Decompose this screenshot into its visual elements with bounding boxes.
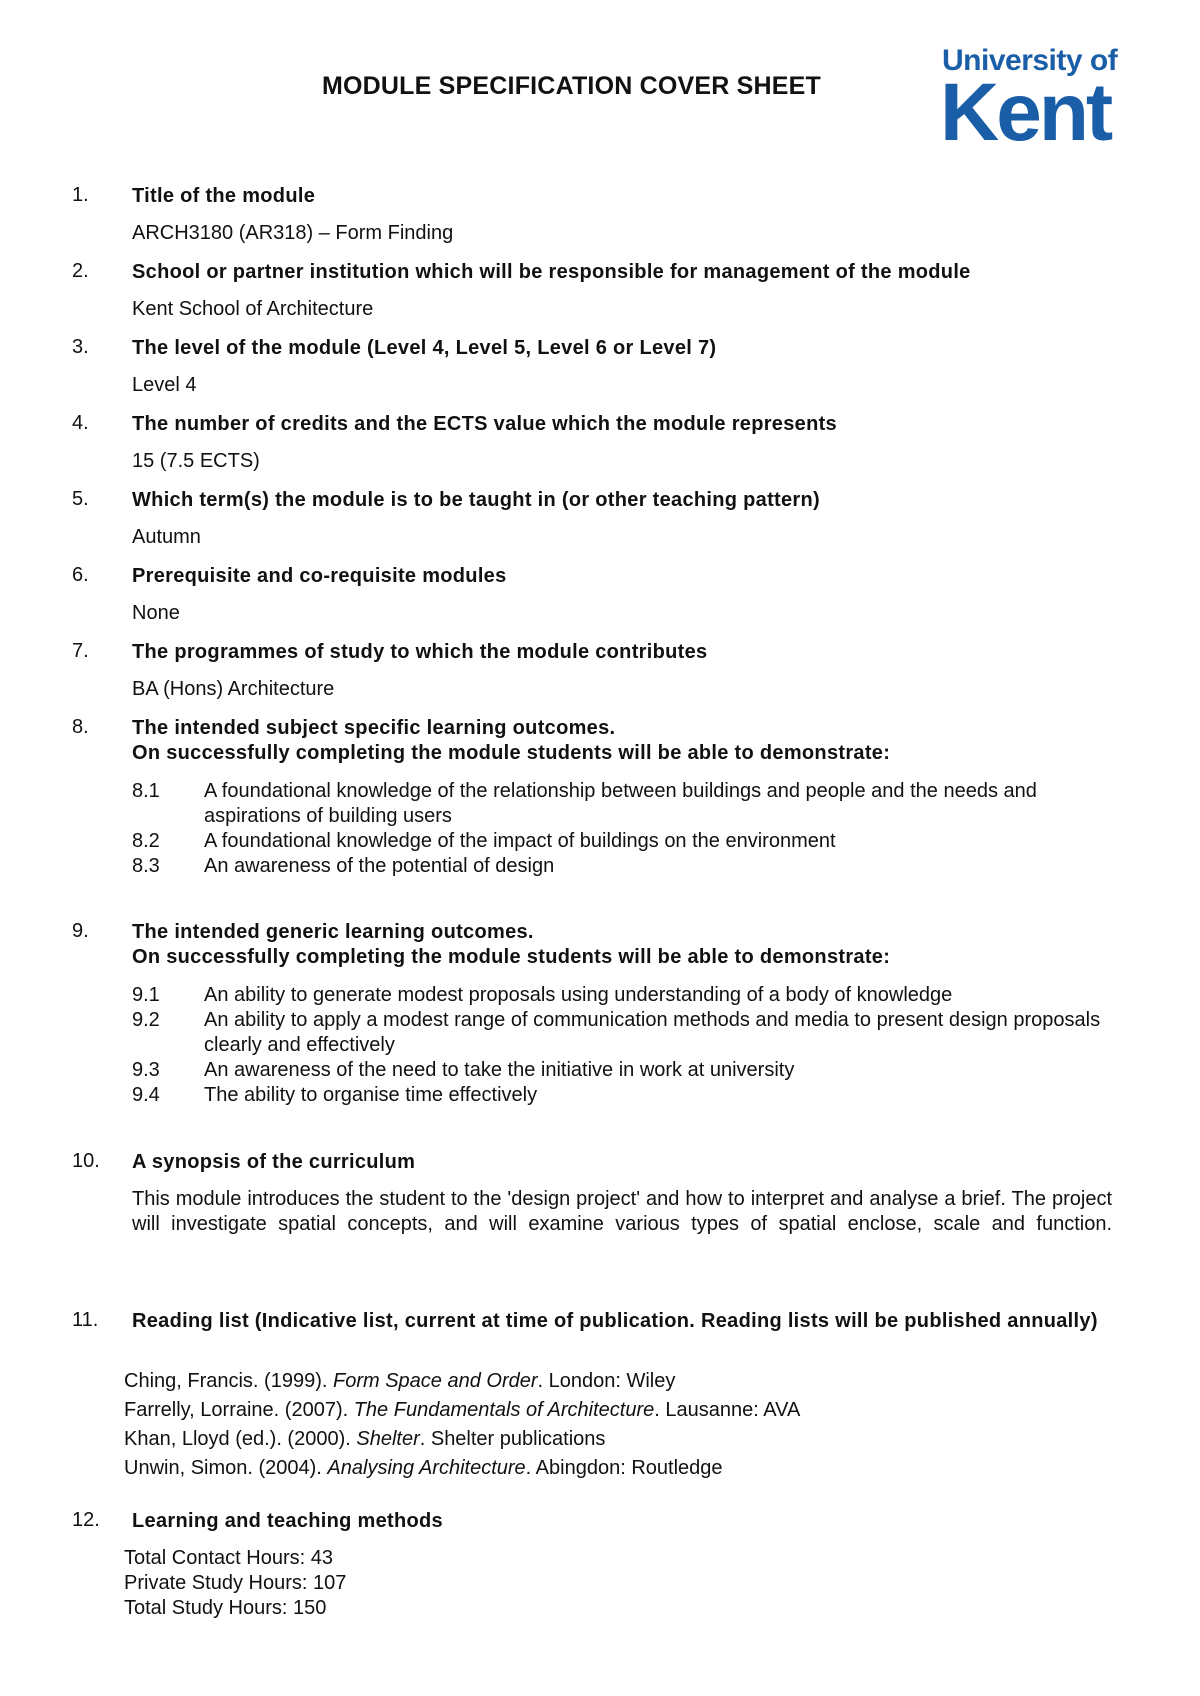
outcome-text: The ability to organise time effectively — [204, 1084, 538, 1106]
section-number: 4. — [72, 412, 89, 434]
section-number: 1. — [72, 184, 89, 206]
section-heading: The number of credits and the ECTS value which the module represents — [132, 413, 837, 435]
section-number: 7. — [72, 640, 89, 662]
private-study-hours: Private Study Hours: 107 — [124, 1572, 347, 1594]
section-subheading: On successfully completing the module students will be able to demonstrate: — [132, 946, 891, 968]
logo-line-1: University of — [942, 44, 1118, 77]
section-number: 2. — [72, 260, 89, 282]
section-value: BA (Hons) Architecture — [132, 678, 335, 700]
section-value: Kent School of Architecture — [132, 298, 374, 320]
section-heading: Learning and teaching methods — [132, 1510, 443, 1532]
reading-title: Form Space and Order — [332, 1370, 538, 1392]
section-heading: Title of the module — [132, 185, 316, 207]
section-number: 9. — [72, 920, 89, 942]
section-number: 6. — [72, 564, 89, 586]
reading-title: Shelter — [356, 1428, 420, 1450]
outcome-text: An awareness of the potential of design — [204, 855, 555, 877]
reading-title: Analysing Architecture — [327, 1457, 526, 1479]
contact-hours: Total Contact Hours: 43 — [124, 1547, 333, 1569]
section-value: Level 4 — [132, 374, 197, 396]
outcome-text: A foundational knowledge of the impact of buildings on the environment — [204, 830, 836, 852]
reading-entry: Khan, Lloyd (ed.). (2000). Shelter. Shelter publications — [124, 1428, 606, 1450]
outcome-text: An ability to generate modest proposals using understanding of a body of knowledge — [204, 984, 953, 1006]
section-heading: Reading list (Indicative list, current at time of publication. Reading lists will be published annually) — [132, 1310, 1098, 1332]
outcome-text: An ability to apply a modest range of communication methods and media to present design proposals clearly and effectively — [204, 1009, 1101, 1056]
section-value: ARCH3180 (AR318) – Form Finding — [132, 222, 454, 244]
section-value: None — [132, 602, 180, 624]
outcome-number: 8.1 — [132, 780, 160, 802]
section-heading: The intended generic learning outcomes. — [132, 921, 534, 943]
outcome-number: 9.3 — [132, 1059, 160, 1081]
section-number: 12. — [72, 1509, 100, 1531]
section-subheading: On successfully completing the module students will be able to demonstrate: — [132, 742, 891, 764]
outcome-text: An awareness of the need to take the initiative in work at university — [204, 1059, 795, 1081]
reading-entry: Ching, Francis. (1999). Form Space and Order. London: Wiley — [124, 1370, 676, 1392]
section-number: 10. — [72, 1150, 100, 1172]
section-value: Autumn — [132, 526, 201, 548]
section-heading: School or partner institution which will be responsible for management of the module — [132, 261, 971, 283]
outcome-number: 8.2 — [132, 830, 160, 852]
section-number: 11. — [72, 1309, 99, 1331]
section-heading: The intended subject specific learning outcomes. — [132, 717, 616, 739]
outcome-number: 8.3 — [132, 855, 160, 877]
study-hours — [124, 1546, 346, 1621]
document-title: MODULE SPECIFICATION COVER SHEET — [322, 72, 822, 100]
section-heading: Which term(s) the module is to be taught in (or other teaching pattern) — [132, 489, 820, 511]
logo-line-2: Kent — [940, 67, 1111, 158]
curriculum-synopsis: This module introduces the student to the 'design project' and how to interpret and analyse a brief. The project will investigate spatial concepts, and will examine various types of spatial enclose, scale and function. — [132, 1188, 1112, 1235]
reading-entry: Unwin, Simon. (2004). Analysing Architecture. Abingdon: Routledge — [124, 1457, 723, 1479]
section-number: 5. — [72, 488, 89, 510]
total-study-hours: Total Study Hours: 150 — [124, 1597, 327, 1619]
university-logo — [940, 44, 1130, 158]
section-number: 3. — [72, 336, 89, 358]
section-heading: Prerequisite and co-requisite modules — [132, 565, 507, 587]
section-heading: A synopsis of the curriculum — [132, 1151, 416, 1173]
outcome-number: 9.4 — [132, 1084, 160, 1106]
reading-title: The Fundamentals of Architecture — [353, 1399, 655, 1421]
section-heading: The level of the module (Level 4, Level 5, Level 6 or Level 7) — [132, 337, 717, 359]
reading-list — [124, 1367, 800, 1483]
section-value: 15 (7.5 ECTS) — [132, 450, 260, 472]
outcome-number: 9.2 — [132, 1009, 160, 1031]
outcome-text: A foundational knowledge of the relationship between buildings and people and the needs and aspirations of building users — [204, 780, 1037, 827]
outcome-number: 9.1 — [132, 984, 160, 1006]
section-heading: The programmes of study to which the module contributes — [132, 641, 708, 663]
section-number: 8. — [72, 716, 89, 738]
reading-entry: Farrelly, Lorraine. (2007). The Fundamentals of Architecture. Lausanne: AVA — [124, 1399, 801, 1421]
